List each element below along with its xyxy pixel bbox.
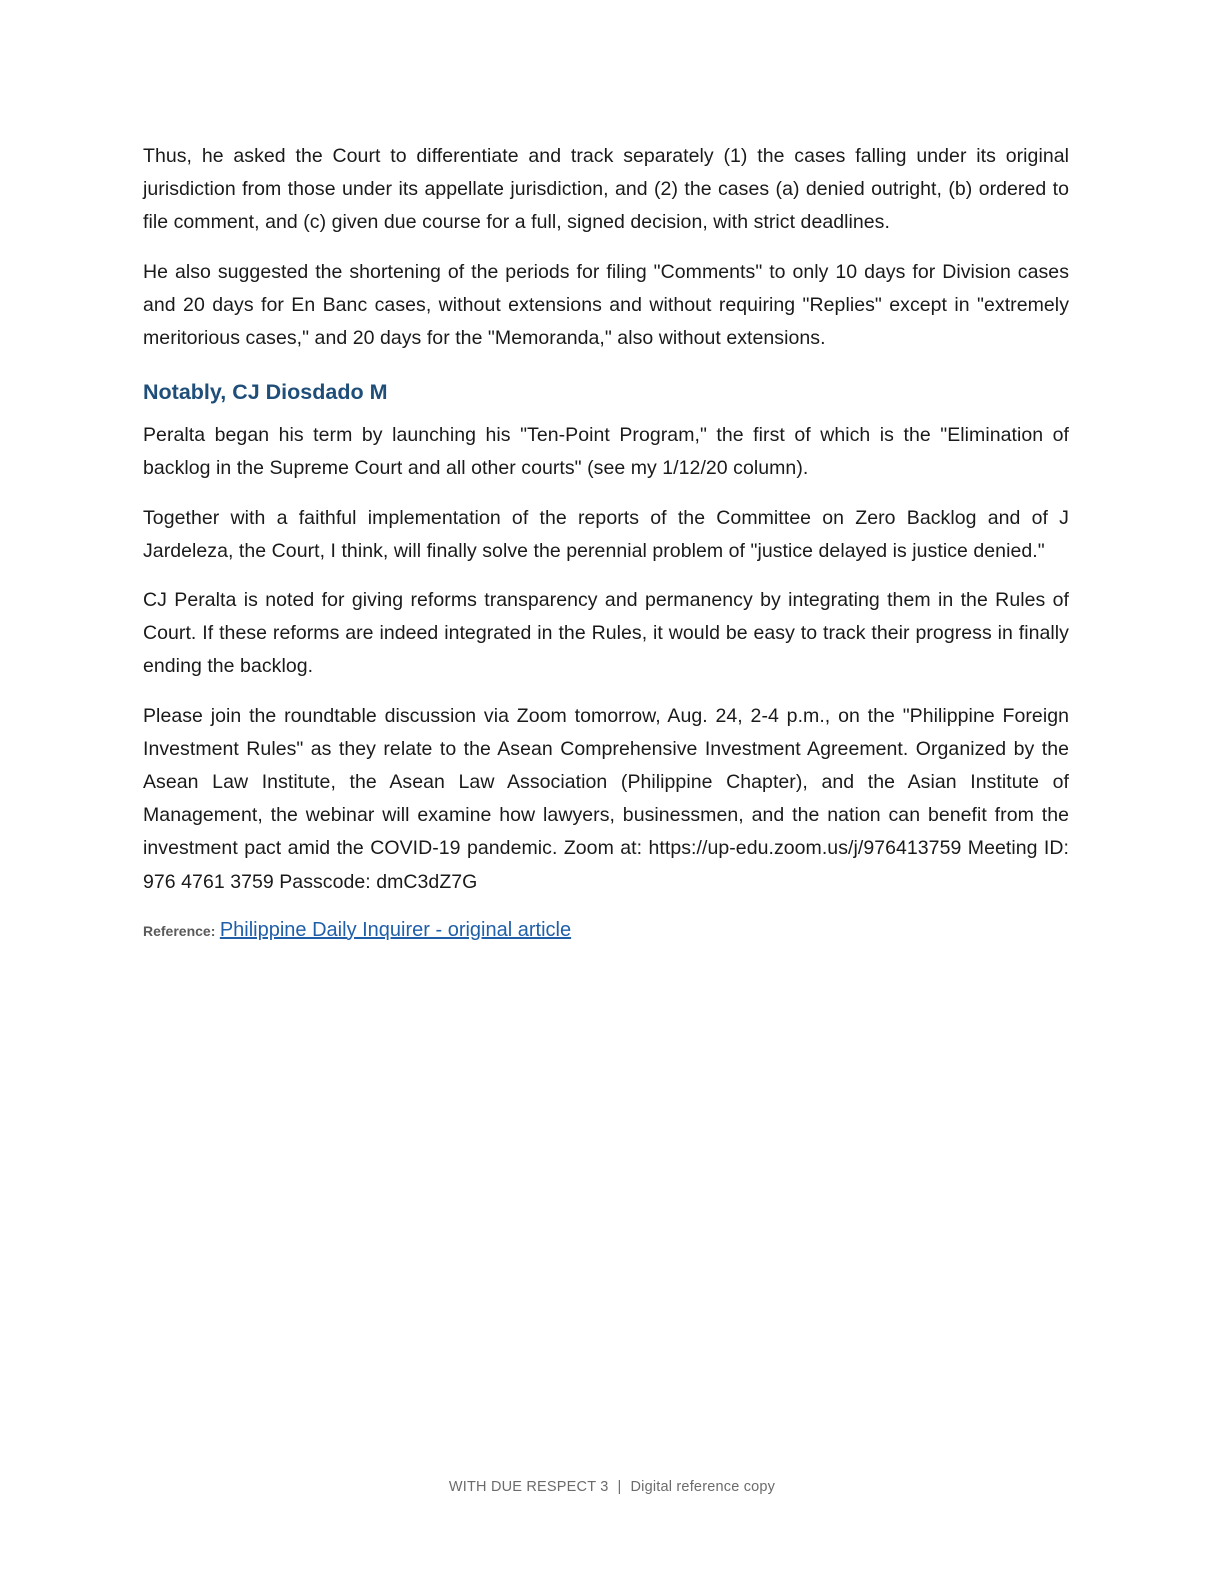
section-heading: Notably, CJ Diosdado M (143, 380, 388, 405)
paragraph-shorten-periods: He also suggested the shortening of the periods for filing "Comments" to only 10 days for Division cases and 20 days for En Banc cases, without extensions and without requiring "Replies" except in "extremely meritorious cases," and 20 days for the "Memoranda," also without extensions. (143, 260, 1069, 350)
paragraph-differentiate-cases: Thus, he asked the Court to differentiate and track separately (1) the cases falling under its original jurisdiction from those under its appellate jurisdiction, and (2) the cases (a) denied outright, (b) ordered to file comment, and (c) given due course for a full, signed decision, with strict deadlines. (143, 145, 1069, 234)
page-footer (0, 1479, 1224, 1495)
paragraph-roundtable-invite: Please join the roundtable discussion via Zoom tomorrow, Aug. 24, 2-4 p.m., on the "Philippine Foreign Investment Rules" as they relate to the Asean Comprehensive Investment Agreement. Organized by the Asean Law Institute, the Asean Law Association (Philippine Chapter), and the Asian Institute of Management, the webinar will examine how lawyers, businessmen, and the nation can benefit from the investment pact amid the COVID-19 pandemic. Zoom at: https://up-edu.zoom.us/j/976413759 Meeting ID: 976 4761 3759 Passcode: dmC3dZ7G (143, 704, 1069, 893)
footer-title: WITH DUE RESPECT 3 (448, 1479, 609, 1495)
reference-line (143, 915, 1069, 947)
article-body (143, 140, 1069, 947)
reference-link[interactable]: Philippine Daily Inquirer - original article (219, 918, 572, 941)
footer-separator: | (617, 1479, 622, 1495)
paragraph-ten-point-program: Peralta began his term by launching his "Ten-Point Program," the first of which is the "Elimination of backlog in the Supreme Court and all other courts" (see my 1/12/20 column). (143, 424, 1069, 480)
reference-label: Reference: (143, 922, 216, 939)
footer-copy-note: Digital reference copy (630, 1479, 776, 1495)
paragraph-zero-backlog: Together with a faithful implementation of the reports of the Committee on Zero Backlog and of J Jardeleza, the Court, I think, will finally solve the perennial problem of "justice delayed is justice denied." (143, 506, 1069, 562)
paragraph-rules-of-court: CJ Peralta is noted for giving reforms transparency and permanency by integrating them in the Rules of Court. If these reforms are indeed integrated in the Rules, it would be easy to track their progress in finally ending the backlog. (143, 589, 1069, 678)
